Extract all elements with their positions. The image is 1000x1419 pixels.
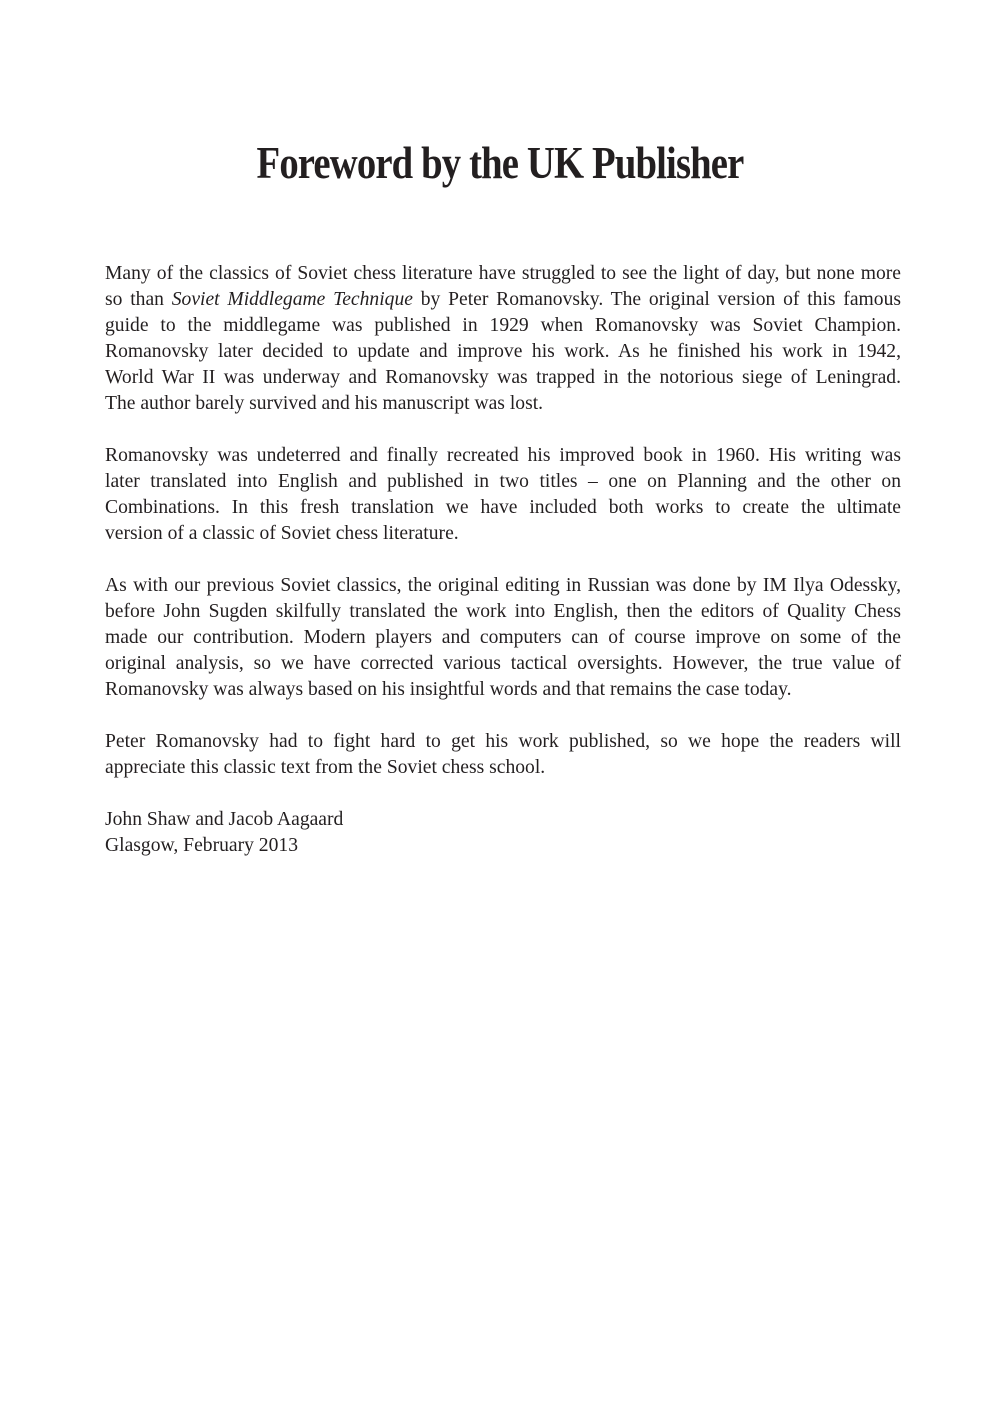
paragraph-line xyxy=(105,339,901,365)
paragraph-line xyxy=(105,287,901,313)
text-run: guide to the middlegame was published in 1929 when Romanovsky was Soviet Champion. xyxy=(105,315,901,336)
text-run: version of a classic of Soviet chess literature. xyxy=(105,523,459,544)
paragraph-line xyxy=(105,469,901,495)
paragraph-line xyxy=(105,365,901,391)
text-run: before John Sugden skilfully translated the work into English, then the editors of Quality Chess xyxy=(105,601,901,622)
signature-place-date: Glasgow, February 2013 xyxy=(105,835,298,856)
text-run: Many of the classics of Soviet chess literature have struggled to see the light of day, but none more xyxy=(105,263,901,284)
paragraph-line xyxy=(105,755,901,781)
paragraph xyxy=(105,261,901,417)
foreword-body xyxy=(105,261,901,859)
text-run: Peter Romanovsky had to fight hard to get his work published, so we hope the readers will xyxy=(105,731,901,752)
paragraph-line xyxy=(105,573,901,599)
paragraphs xyxy=(105,261,901,781)
page-title: Foreword by the UK Publisher xyxy=(256,138,744,188)
paragraph xyxy=(105,729,901,781)
text-run: World War II was underway and Romanovsky was trapped in the notorious siege of Leningrad. xyxy=(105,367,901,388)
paragraph-line xyxy=(105,391,901,417)
text-run: The author barely survived and his manuscript was lost. xyxy=(105,393,544,414)
text-run: appreciate this classic text from the Soviet chess school. xyxy=(105,757,546,778)
paragraph-line xyxy=(105,313,901,339)
text-run: As with our previous Soviet classics, the original editing in Russian was done by IM Ilya Odessky, xyxy=(105,575,901,596)
paragraph-line xyxy=(105,261,901,287)
paragraph-line xyxy=(105,495,901,521)
text-run: later translated into English and published in two titles – one on Planning and the other on xyxy=(105,471,901,492)
text-run: by Peter Romanovsky. The original version of this famous xyxy=(412,289,901,310)
text-run: Combinations. In this fresh translation we have included both works to create the ultimate xyxy=(105,497,901,518)
text-run: Romanovsky was undeterred and finally recreated his improved book in 1960. His writing was xyxy=(105,445,901,466)
paragraph-line xyxy=(105,625,901,651)
paragraph xyxy=(105,573,901,703)
text-run: Romanovsky was always based on his insightful words and that remains the case today. xyxy=(105,679,792,700)
text-run: so than xyxy=(105,289,172,310)
signature-authors: John Shaw and Jacob Aagaard xyxy=(105,809,344,830)
paragraph-line xyxy=(105,729,901,755)
text-run: original analysis, so we have corrected various tactical oversights. However, the true value of xyxy=(105,653,901,674)
paragraph-line xyxy=(105,599,901,625)
paragraph-line xyxy=(105,521,901,547)
paragraph-line xyxy=(105,677,901,703)
paragraph xyxy=(105,443,901,547)
text-run: made our contribution. Modern players and computers can of course improve on some of the xyxy=(105,627,901,648)
book-title-italic: Soviet Middlegame Technique xyxy=(171,289,413,310)
paragraph-line xyxy=(105,443,901,469)
paragraph-line xyxy=(105,651,901,677)
text-run: Romanovsky later decided to update and improve his work. As he finished his work in 1942, xyxy=(105,341,901,362)
signature xyxy=(105,807,901,859)
